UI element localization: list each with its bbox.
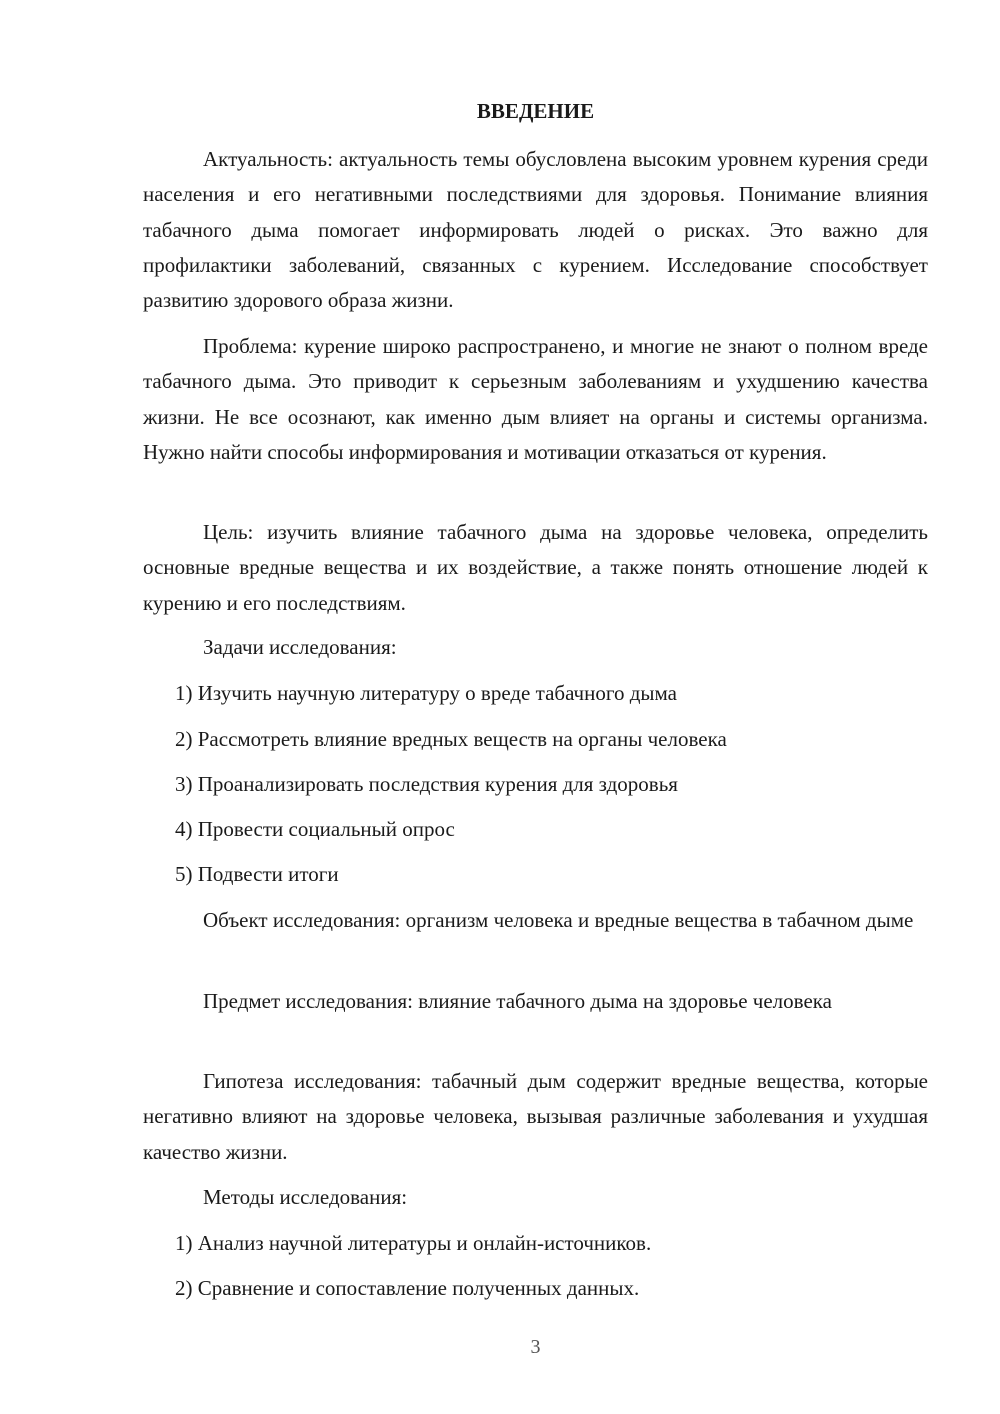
goal-paragraph: Цель: изучить влияние табачного дыма на здоровье человека, определить основные вредные вещества и их воздействие, а также понять отношение людей к курению и его последствиям.: [143, 520, 928, 615]
page-number: 3: [530, 1336, 541, 1358]
problem-paragraph: Проблема: курение широко распространено, и многие не знают о полном вреде табачного дыма. Это приводит к серьезным заболеваниям и ухудшению качества жизни. Не все осознают, как именно дым влияет на органы и системы организма. Нужно найти способы информирования и мотивации отказаться от курения.: [143, 334, 928, 464]
task-item: 4) Провести социальный опрос: [175, 817, 455, 841]
task-item: 5) Подвести итоги: [175, 862, 339, 886]
page-title: ВВЕДЕНИЕ: [476, 99, 595, 123]
relevance-paragraph: Актуальность: актуальность темы обусловлена высоким уровнем курения среди населения и его негативными последствиями для здоровья. Понимание влияния табачного дыма помогает информировать людей о рисках. Это важно для профилактики заболеваний, связанных с курением. Исследование способствует развитию здорового образа жизни.: [143, 147, 928, 313]
tasks-heading: Задачи исследования:: [203, 635, 397, 659]
document-page: [143, 0, 928, 1414]
method-item: 1) Анализ научной литературы и онлайн-источников.: [175, 1231, 652, 1255]
methods-heading: Методы исследования:: [203, 1185, 408, 1209]
method-item: 2) Сравнение и сопоставление полученных данных.: [175, 1276, 640, 1300]
task-item: 2) Рассмотреть влияние вредных веществ на органы человека: [175, 727, 727, 751]
object-paragraph: Объект исследования: организм человека и вредные вещества в табачном дыме: [203, 908, 914, 932]
subject-paragraph: Предмет исследования: влияние табачного дыма на здоровье человека: [203, 989, 832, 1013]
hypothesis-paragraph: Гипотеза исследования: табачный дым содержит вредные вещества, которые негативно влияют на здоровье человека, вызывая различные заболевания и ухудшая качество жизни.: [143, 1069, 928, 1164]
task-item: 1) Изучить научную литературу о вреде табачного дыма: [175, 681, 677, 705]
task-item: 3) Проанализировать последствия курения для здоровья: [175, 772, 678, 796]
